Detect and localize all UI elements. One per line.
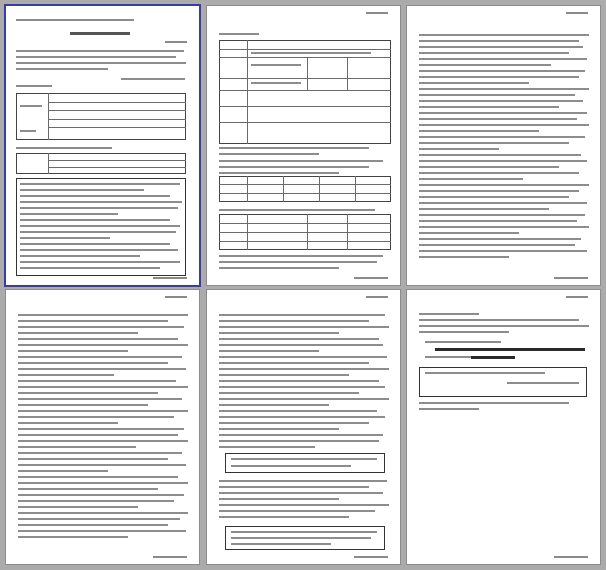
page-thumbnail-3[interactable]	[406, 5, 601, 286]
page-thumbnail-1[interactable]	[5, 5, 200, 286]
page-thumbnail-6[interactable]	[406, 289, 601, 565]
page-thumbnail-4[interactable]	[5, 289, 200, 565]
page-thumbnail-2[interactable]	[206, 5, 401, 286]
page-thumbnail-5[interactable]	[206, 289, 401, 565]
